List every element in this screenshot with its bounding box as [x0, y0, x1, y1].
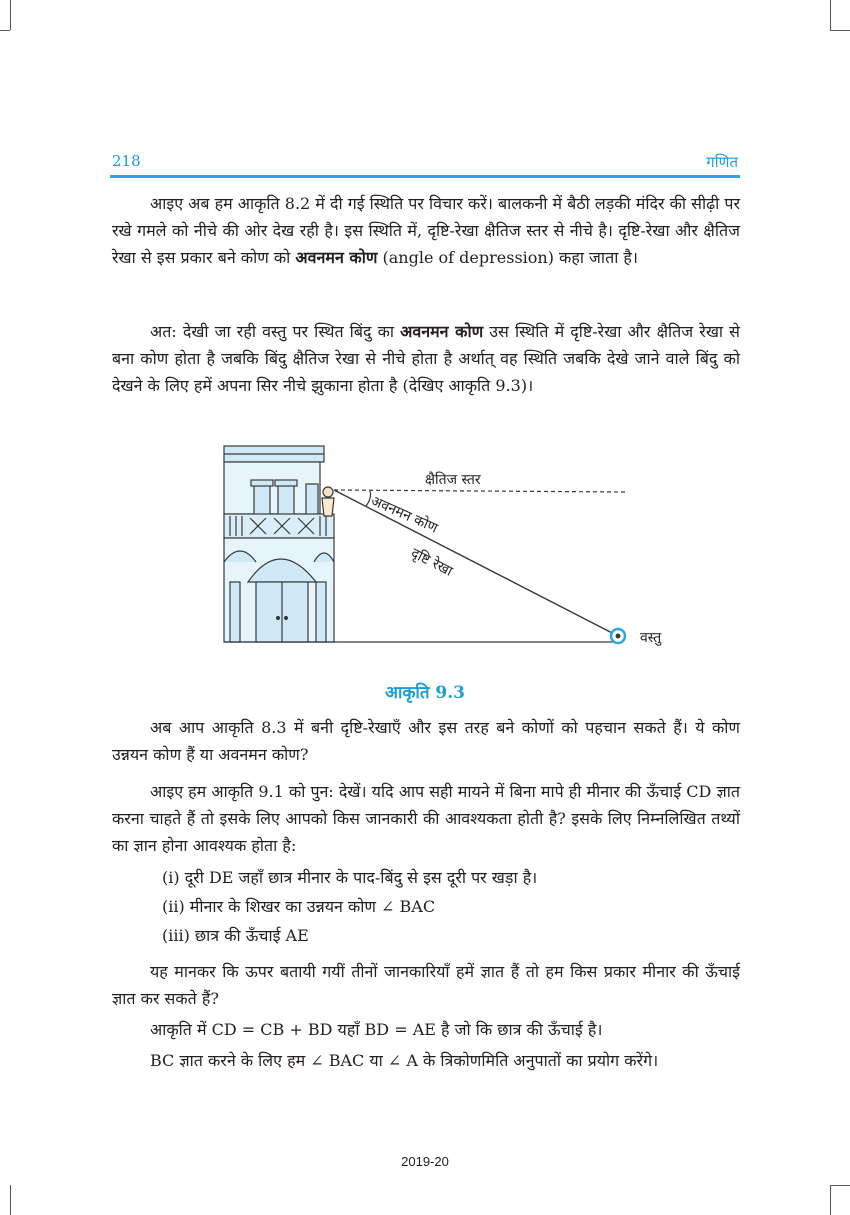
- header-rule: [110, 175, 740, 178]
- figure-caption: आकृति 9.3: [384, 683, 466, 703]
- crop-mark: [10, 0, 11, 30]
- label-object: वस्तु: [640, 630, 662, 646]
- crop-mark: [830, 0, 831, 30]
- footer-year: 2019-20: [401, 1154, 449, 1169]
- paragraph-tower-height: आइए हम आकृति 9.1 को पुन: देखें। यदि आप सही मायने में बिना मापे ही मीनार की ऊँचाई CD ज्ञात करना चाहते हैं तो इसके लिए आपको किस जानकारी की आवश्यकता होती है? इसके लिए निम्नलिखित तथ्यों का ज्ञान होना आवश्यक होता है:: [112, 782, 740, 855]
- paragraph-assumption: यह मानकर कि ऊपर बतायी गयीं तीनों जानकारियाँ हमें ज्ञात हैं तो हम किस प्रकार मीनार की ऊँचाई ज्ञात कर सकते हैं?: [112, 962, 740, 1008]
- paragraph-text: अत: देखी जा रही वस्तु पर स्थित बिंदु का: [150, 322, 401, 341]
- list-item: (iii) छात्र की ऊँचाई AE: [162, 926, 309, 945]
- horizontal-level-line: [334, 490, 626, 492]
- label-line-of-sight: दृष्टि रेखा: [408, 545, 456, 580]
- paragraph-text: आइए अब हम आकृति 8.2 में दी गई स्थिति पर विचार करें। बालकनी में बैठी लड़की मंदिर की सीढ़ी पर रखे गमले को नीचे की ओर देख रही है। इस स्थिति में, दृष्टि-रेखा क्षैतिज स्तर से नीचे है। दृष्टि-रेखा और क्षैतिज रेखा से इस प्रकार बने कोण को: [112, 194, 740, 267]
- crop-mark: [830, 1185, 831, 1215]
- figure-angle-of-depression: [220, 432, 680, 662]
- paragraph-text: उस स्थिति में दृष्टि-रेखा और क्षैतिज रेखा से बना कोण होता है जबकि बिंदु क्षैतिज रेखा से नीचे होता है अर्थात् वह स्थिति जबकि देखे जाने वाले बिंदु को देखने के लिए हमें अपना सिर नीचे झुकाना होता है (देखिए आकृति 9.3)।: [112, 322, 740, 395]
- crop-mark: [0, 30, 10, 31]
- page-number: 218: [112, 152, 141, 170]
- label-angle-of-depression: अवनमन कोण: [368, 493, 441, 537]
- list-item: (i) दूरी DE जहाँ छात्र मीनार के पाद-बिंदु से इस दूरी पर खड़ा है।: [162, 868, 538, 887]
- crop-mark: [830, 30, 850, 31]
- chapter-title: गणित: [706, 153, 738, 171]
- label-horizontal-level: क्षैतिज स्तर: [425, 472, 481, 488]
- paragraph-identify-angles: अब आप आकृति 8.3 में बनी दृष्टि-रेखाएँ और इस तरह बने कोणों को पहचान सकते हैं। ये कोण उन्नयन कोण हैं या अवनमन कोण?: [112, 718, 740, 764]
- object-center-dot: [616, 634, 621, 639]
- term-angle-of-depression: अवनमन कोण: [295, 248, 378, 267]
- paragraph-text: (angle of depression) कहा जाता है।: [377, 248, 638, 267]
- crop-mark: [10, 1185, 11, 1215]
- building-illustration: [224, 446, 334, 642]
- term-angle-of-depression: अवनमन कोण: [400, 322, 484, 341]
- paragraph-trig-ratios: BC ज्ञात करने के लिए हम ∠ BAC या ∠ A के त्रिकोणमिति अनुपातों का प्रयोग करेंगे।: [150, 1051, 659, 1070]
- list-item: (ii) मीनार के शिखर का उन्नयन कोण ∠ BAC: [162, 897, 436, 916]
- paragraph-depression-definition: [112, 318, 740, 399]
- paragraph-height-formula: आकृति में CD = CB + BD यहाँ BD = AE है जो कि छात्र की ऊँचाई है।: [150, 1020, 603, 1039]
- line-of-sight: [334, 490, 618, 636]
- paragraph-depression-intro: [112, 190, 740, 271]
- crop-mark: [830, 1185, 850, 1186]
